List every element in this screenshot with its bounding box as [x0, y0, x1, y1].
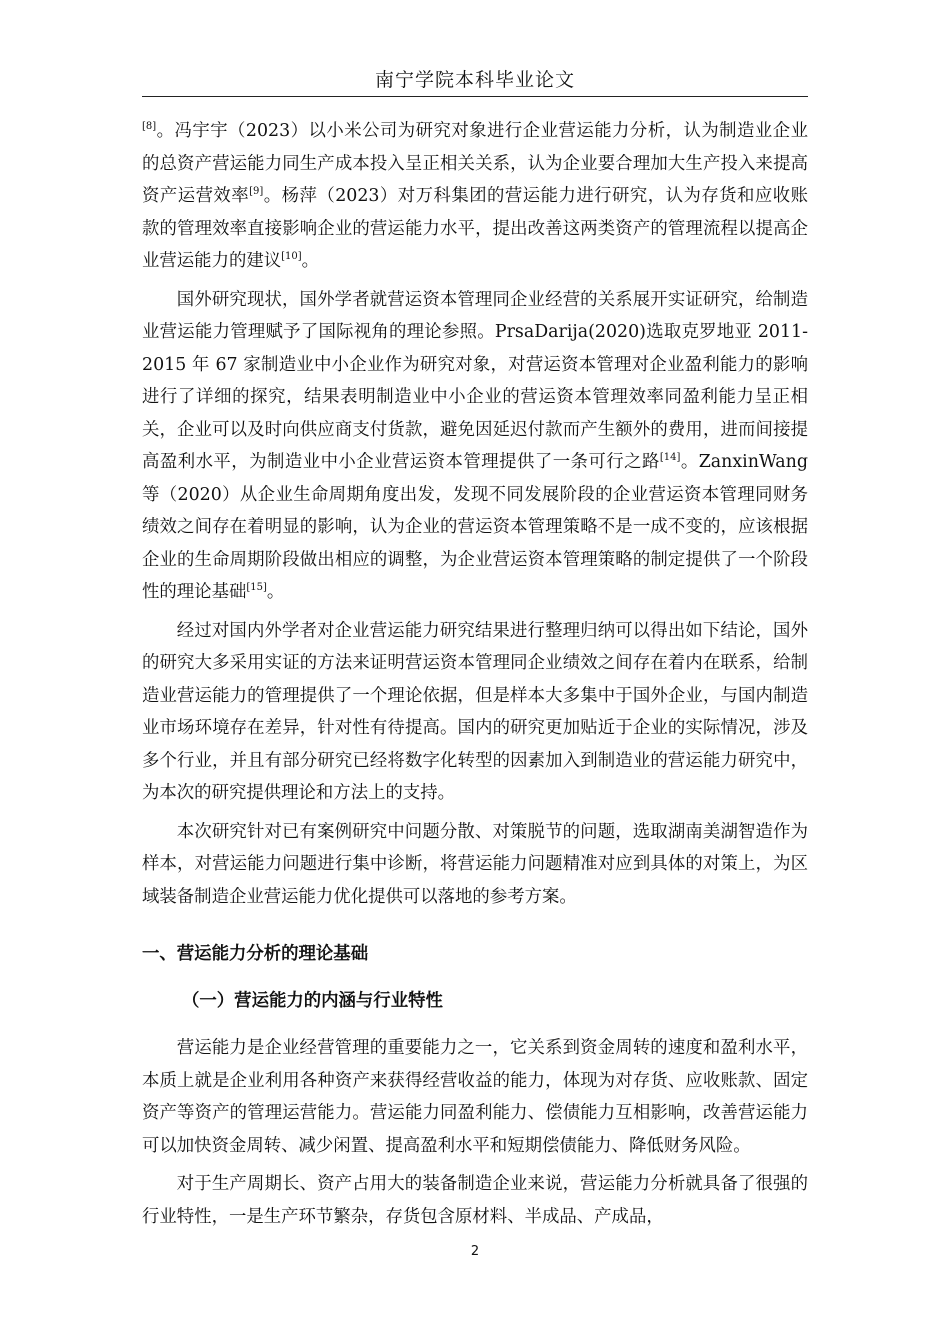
paragraph-text: 。 [301, 251, 320, 271]
citation: [14] [659, 452, 681, 463]
section-heading: 一、营运能力分析的理论基础 [142, 944, 369, 964]
paragraph-text: 。冯宇宇（2023）以小米公司为研究对象进行企业营运能力分析，认为制造业企业的总资产营运能力同生产成本投入呈正相关关系，认为企业要合理加大生产投入来提高资产运营效率 [142, 121, 808, 206]
citation: [9] [249, 186, 264, 197]
paragraph-study-purpose: 本次研究针对已有案例研究中问题分散、对策脱节的问题，选取湖南美湖智造作为样本，对营运能力问题进行集中诊断，将营运能力问题精准对应到具体的对策上，为区域装备制造企业营运能力优化提供可以落地的参考方案。 [142, 821, 808, 907]
paragraph-operating-capacity-definition: 营运能力是企业经营管理的重要能力之一，它关系到资金周转的速度和盈利水平，本质上就是企业利用各种资产来获得经营收益的能力，体现为对存货、应收账款、固定资产等资产的管理运营能力。营运能力同盈利能力、偿债能力互相影响，改善营运能力可以加快资金周转、减少闲置、提高盈利水平和短期偿债能力、降低财务风险。 [142, 1038, 808, 1156]
paragraph-foreign-research [142, 284, 808, 609]
citation: [8] [142, 121, 157, 132]
paragraph-text: 。 [266, 582, 285, 602]
paragraph-summary: 经过对国内外学者对企业营运能力研究结果进行整理归纳可以得出如下结论，国外的研究大多采用实证的方法来证明营运资本管理同企业绩效之间存在着内在联系，给制造业营运能力的管理提供了一个理论依据，但是样本大多集中于国外企业，与国内制造业市场环境存在差异，针对性有待提高。国内的研究更加贴近于企业的实际情况，涉及多个行业，并且有部分研究已经将数字化转型的因素加入到制造业的营运能力研究中，为本次的研究提供理论和方法上的支持。 [142, 620, 808, 803]
page-body [142, 115, 808, 1233]
running-header: 南宁学院本科毕业论文 [374, 69, 575, 91]
paragraph-text: 。ZanxinWang 等（2020）从企业生命周期角度出发，发现不同发展阶段的企业营运资本管理同财务绩效之间存在着明显的影响，认为企业的营运资本管理策略不是一成不变的，应该根据企业的生命周期阶段做出相应的调整，为企业营运资本管理策略的制定提供了一个阶段性的理论基础 [142, 452, 808, 602]
subsection-heading: （一）营运能力的内涵与行业特性 [182, 991, 443, 1011]
paragraph-text: 国外研究现状，国外学者就营运资本管理同企业经营的关系展开实证研究，给制造业营运能力管理赋予了国际视角的理论参照。PrsaDarija(2020)选取克罗地亚 2011-2015 年 67 家制造业中小企业作为研究对象，对营运资本管理对企业盈利能力的影响进行了详细的探究，结果表明制造业中小企业的营运资本管理效率同盈利能力呈正相关，企业可以及时向供应商支付货款，避免因延迟付款而产生额外的费用，进而间接提高盈利水平，为制造业中小企业营运资本管理提供了一条可行之路 [142, 289, 808, 472]
page-number: 2 [470, 1244, 480, 1259]
citation: [15] [246, 582, 267, 593]
header-rule [142, 96, 808, 97]
citation: [10] [281, 251, 302, 262]
paragraph-industry-characteristics: 对于生产周期长、资产占用大的装备制造企业来说，营运能力分析就具备了很强的行业特性，一是生产环节繁杂，存货包含原材料、半成品、产成品， [142, 1174, 808, 1227]
paragraph-text: 。杨萍（2023）对万科集团的营运能力进行研究，认为存货和应收账款的管理效率直接影响企业的营运能力水平，提出改善这两类资产的管理流程以提高企业营运能力的建议 [142, 186, 808, 271]
paragraph-domestic-research-cont [142, 115, 808, 278]
